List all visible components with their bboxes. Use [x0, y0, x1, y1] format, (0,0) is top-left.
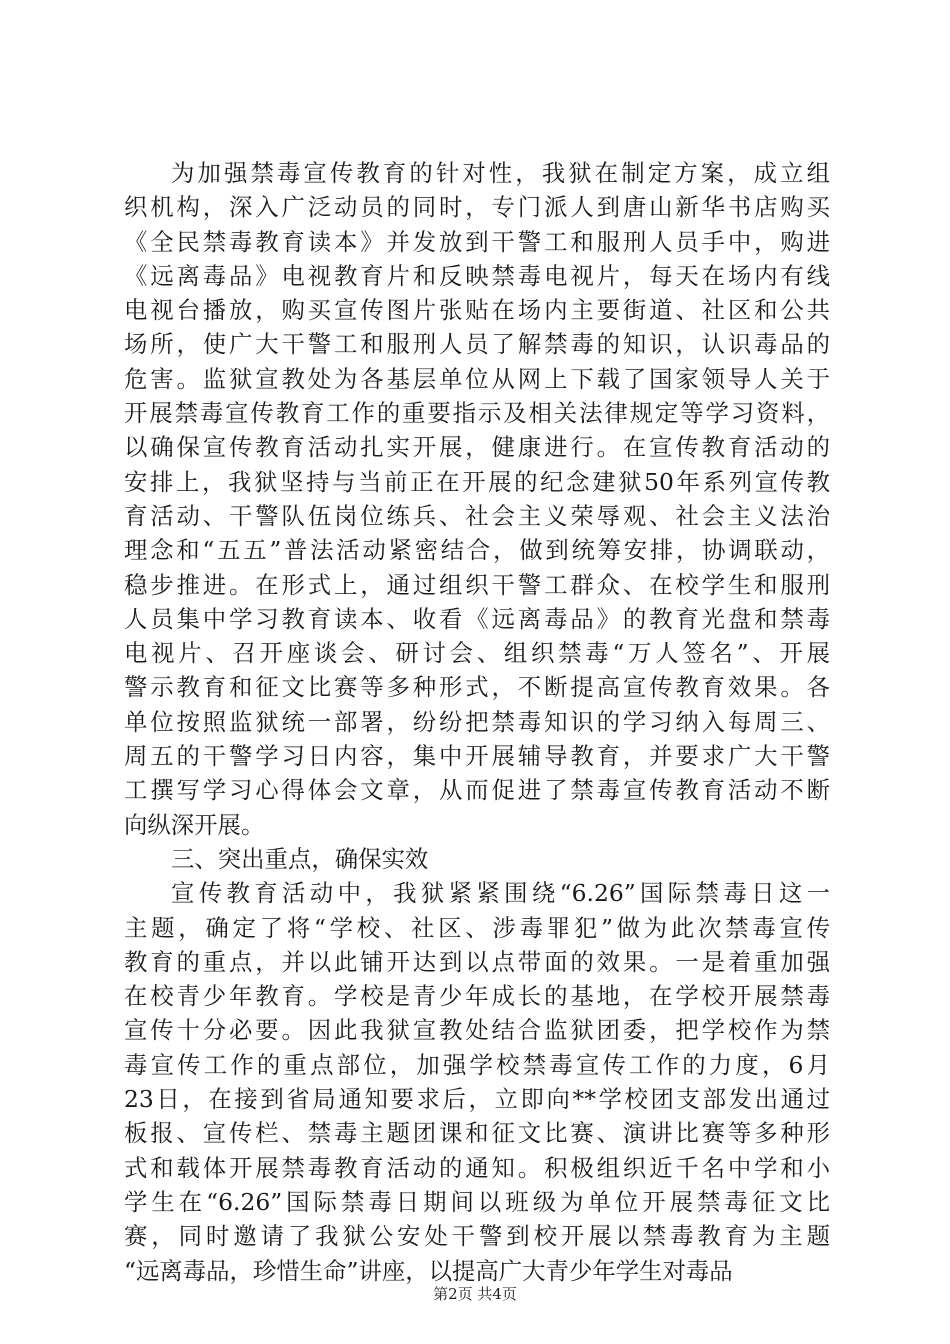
text-line: 宣传教育活动中，我狱紧紧围绕“6.26”国际禁毒日这一 [171, 879, 830, 908]
text-line: 在校青少年教育。学校是青少年成长的基地，在学校开展禁毒 [124, 982, 830, 1011]
text-line: 场所，使广大干警工和服刑人员了解禁毒的知识，认识毒品的 [124, 330, 830, 359]
text-line: 式和载体开展禁毒教育活动的通知。积极组织近千名中学和小 [124, 1153, 830, 1182]
paragraph-2 [124, 876, 830, 1288]
text-line: 电视台播放，购买宣传图片张贴在场内主要街道、社区和公共 [124, 296, 830, 325]
paragraph-1 [124, 156, 830, 842]
text-line: 毒宣传工作的重点部位，加强学校禁毒宣传工作的力度，6月 [124, 1050, 830, 1079]
text-line: 稳步推进。在形式上，通过组织干警工群众、在校学生和服刑 [124, 570, 830, 599]
text-line: 织机构，深入广泛动员的同时，专门派人到唐山新华书店购买 [124, 193, 830, 222]
text-line: 单位按照监狱统一部署，纷纷把禁毒知识的学习纳入每周三、 [124, 707, 830, 736]
text-line: 工撰写学习心得体会文章，从而促进了禁毒宣传教育活动不断 [124, 776, 830, 805]
text-line: 教育的重点，并以此铺开达到以点带面的效果。一是着重加强 [124, 947, 830, 976]
text-line: 电视片、召开座谈会、研讨会、组织禁毒“万人签名”、开展 [124, 639, 830, 668]
document-body [124, 156, 830, 1288]
text-line: 开展禁毒宣传教育工作的重要指示及相关法律规定等学习资料， [124, 399, 830, 428]
text-line: 主题，确定了将“学校、社区、涉毒罪犯”做为此次禁毒宣传 [124, 913, 830, 942]
text-line: 周五的干警学习日内容，集中开展辅导教育，并要求广大干警 [124, 742, 830, 771]
text-line: “远离毒品，珍惜生命”讲座，以提高广大青少年学生对毒品 [124, 1256, 733, 1285]
text-line: 学生在“6.26”国际禁毒日期间以班级为单位开展禁毒征文比 [124, 1187, 830, 1216]
text-line: 23日，在接到省局通知要求后，立即向**学校团支部发出通过 [124, 1085, 830, 1114]
section-heading: 三、突出重点，确保实效 [171, 844, 429, 873]
text-line: 赛，同时邀请了我狱公安处干警到校开展以禁毒教育为主题 [124, 1222, 830, 1251]
text-line: 《远离毒品》电视教育片和反映禁毒电视片，每天在场内有线 [124, 261, 830, 290]
text-line: 育活动、干警队伍岗位练兵、社会主义荣辱观、社会主义法治 [124, 501, 830, 530]
text-line: 理念和“五五”普法活动紧密结合，做到统筹安排，协调联动， [124, 536, 830, 565]
text-line: 安排上，我狱坚持与当前正在开展的纪念建狱50年系列宣传教 [124, 467, 830, 496]
text-line: 板报、宣传栏、禁毒主题团课和征文比赛、演讲比赛等多种形 [124, 1119, 830, 1148]
text-line: 向纵深开展。 [124, 810, 265, 839]
text-line: 人员集中学习教育读本、收看《远离毒品》的教育光盘和禁毒 [124, 604, 830, 633]
text-line: 以确保宣传教育活动扎实开展，健康进行。在宣传教育活动的 [124, 433, 830, 462]
page-footer: 第2页 共4页 [433, 1285, 517, 1303]
text-line: 《全民禁毒教育读本》并发放到干警工和服刑人员手中，购进 [124, 227, 830, 256]
text-line: 危害。监狱宣教处为各基层单位从网上下载了国家领导人关于 [124, 364, 830, 393]
text-line: 警示教育和征文比赛等多种形式，不断提高宣传教育效果。各 [124, 673, 830, 702]
text-line: 宣传十分必要。因此我狱宣教处结合监狱团委，把学校作为禁 [124, 1016, 830, 1045]
text-line: 为加强禁毒宣传教育的针对性，我狱在制定方案，成立组 [171, 159, 830, 187]
